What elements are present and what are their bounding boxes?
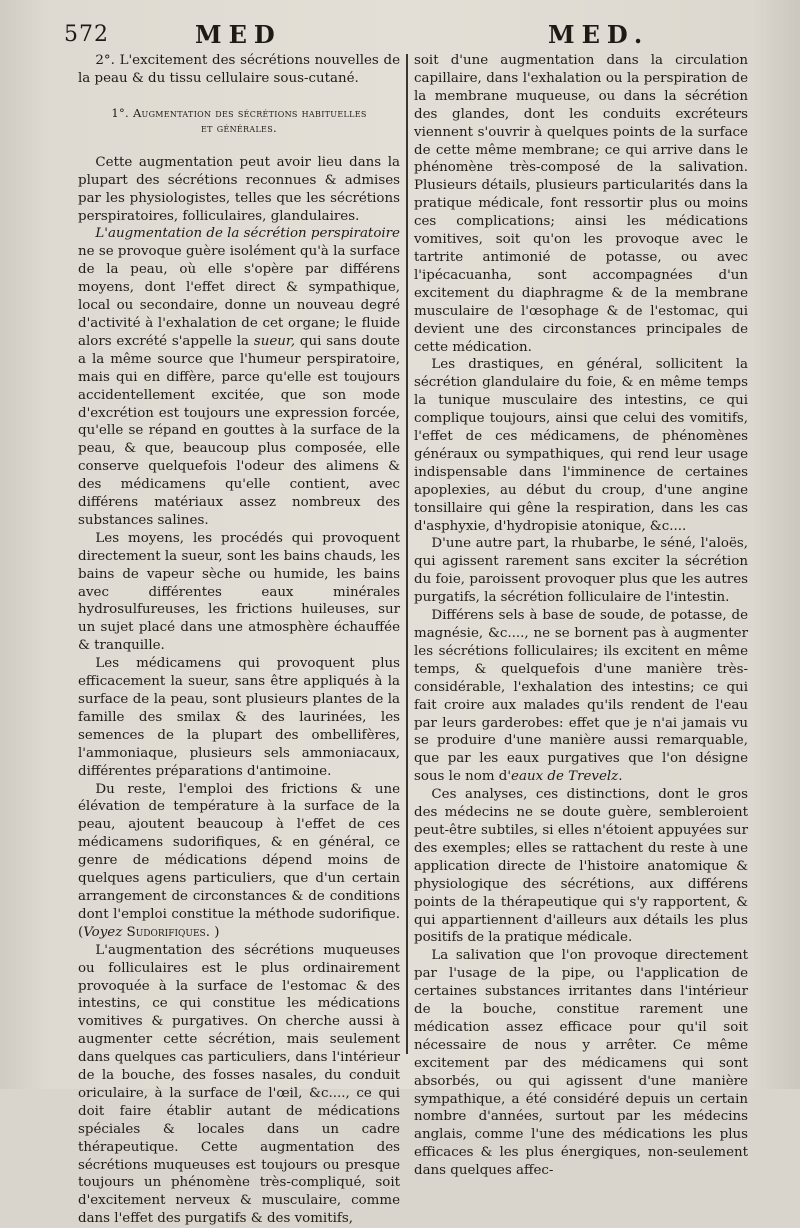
section-heading-line-1: 1°. Augmentation des sécrétions habituelles [111,105,367,120]
section-heading [78,106,400,136]
paragraph-salivation: La salivation que l'on provoque directement par l'usage de la pipe, ou l'application de certaines substances irritantes dans l'intérieur de la bouche, constitue rarement une médication assez efficace pour qu'il soit nécessaire de nous y arrêter. Ce même excitement par des médicamens qui sont absorbés, ou qui agissent d'une manière sympathique, a été considéré depuis un certain nombre d'années, surtout par les médecins anglais, comme l'une des médications les plus efficaces & les plus énergiques, non-seulement dans quelques affec- [414,948,748,1179]
text-run: . [618,769,623,785]
left-column [78,52,400,1228]
italic-eaux-de-trevelz: eaux de Trevelz [511,769,619,785]
paragraph-continuation: soit d'une augmentation dans la circulation capillaire, dans l'exhalation ou la perspiration de la membrane muqueuse, ou dans la sécrétion des glandes, dont les conduits excréteurs viennent s'ouvrir à quelques points de la surface de cette même membrane; ce qui arrive dans le phénomène très-composé de la salivation. Plusieurs détails, plusieurs particularités dans la pratique médicale, font ressortir plus ou moins ces complications; ainsi les médications vomitives, soit qu'on les provoque avec le tartrite antimonié de potasse, ou avec l'ipécacuanha, sont accompagnées d'un excitement du diaphragme & de la membrane musculaire de l'œsophage & de l'estomac, qui devient une des circonstances principales de cette médication. [414,53,748,355]
paragraph-sels [414,607,748,786]
paragraph-frictions [78,781,400,942]
paragraph-muqueuses: L'augmentation des sécrétions muqueuses ou folliculaires est le plus ordinairement provoquée à la surface de l'estomac & des intestins, ce qui constitue les médications vomitives & purgatives. On cherche aussi à augmenter cette sécrétion, mais seulement dans quelques cas particuliers, dans l'intérieur de la bouche, des fosses nasales, du conduit oriculaire, à la surface de l'œil, &c...., ce qui doit faire établir autant de médications spéciales & locales dans un cadre thérapeutique. Cette augmentation des sécrétions muqueuses est toujours ou presque toujours un phénomène très-compliqué, soit d'excitement nerveux & musculaire, comme dans l'effet des purgatifs & des vomitifs, [78,942,400,1227]
paragraph-augmentation: Cette augmentation peut avoir lieu dans la plupart des sécrétions reconnues & admises par les physiologistes, telles que les sécrétions perspiratoires, folliculaires, glandulaires. [78,154,400,224]
right-column [414,52,748,1180]
page-number: 572 [64,22,109,47]
column-divider [406,54,408,1054]
running-head-right: MED. [548,20,650,49]
paragraph-drastiques: Les drastiques, en général, sollicitent la sécrétion glandulaire du foie, & en même temps la tunique musculaire des intestins, ce qui complique toujours, ainsi que celui des vomitifs, l'effet de ces médicamens, de phénomènes généraux ou sympathiques, qui rend leur usage indispensable dans l'imminence de certaines apoplexies, au début du croup, d'une angine tonsillaire qui gêne la respiration, dans les cas d'asphyxie, d'hydropisie atonique, &c.... [414,357,748,534]
text-run: qui sans doute a la même source que l'humeur perspiratoire, mais qui en diffère, parce qu'elle est toujours accidentellement excitée, que son mode d'excrétion est toujours une expression forcée, qu'elle se répand en gouttes à la surface de la peau, & que, beaucoup plus composée, elle conserve quelquefois l'odeur des alimens & des médicamens qu'elle contient, avec différens matériaux assez nombreux des substances salines. [78,333,400,528]
paragraph-analyses: Ces analyses, ces distinctions, dont le gros des médecins ne se doute guère, sembleroient peut-être subtiles, si elles n'étoient appuyées sur des exemples; elles se rattachent du reste à une application directe de l'histoire anatomique & physiologique des sécrétions, aux différens points de la thérapeutique qui s'y rapportent, & qui appartiennent d'ailleurs aux détails les plus positifs de la pratique médicale. [414,787,748,946]
paragraph-medicamens: Les médicamens qui provoquent plus efficacement la sueur, sans être appliqués à la surface de la peau, sont plusieurs plantes de la famille des smilax & des laurinées, les semences de la plupart des ombellifères, l'ammoniaque, plusieurs sels ammoniacaux, différentes préparations d'antimoine. [78,656,400,779]
paragraph-moyens: Les moyens, les procédés qui provoquent directement la sueur, sont les bains chauds, les bains de vapeur sèche ou humide, les bains avec différentes eaux minérales hydrosulfureuses, les frictions huileuses, sur un sujet placé dans une atmosphère échauffée & tranquille. [78,530,400,654]
paragraph-rhubarbe: D'une autre part, la rhubarbe, le séné, l'aloës, qui agissent rarement sans exciter la sécrétion du foie, paroissent provoquer plus que les autres purgatifs, la sécrétion folliculaire de l'intestin. [414,536,748,606]
section-heading-line-2: et générales. [201,120,277,135]
intro-paragraph: 2°. L'excitement des sécrétions nouvelles de la peau & du tissu cellulaire sous-cutané. [78,53,400,86]
italic-term-sueur: sueur, [253,333,296,349]
italic-voyez: Voyez [83,924,123,940]
italic-lead: L'augmentation de la sécrétion perspiratoire [95,226,400,242]
text-run: ne se provoque guère isolément qu'à la surface de la peau, où elle s'opère par différens moyens, dont l'effet direct & sympathique, local ou secondaire, donne un nouveau degré d'activité à l'exhalation de cet organe; le fluide alors excrété s'appelle la [78,244,400,349]
text-run: ) [209,924,220,940]
text-run: Du reste, l'emploi des frictions & une élévation de température à la surface de la peau, ajoutent beaucoup à l'effet de ces médicamens sudorifiques, & en général, ce genre de médications dépend moins de quelques agens particuliers, que d'un certain arrangement de circonstances & de conditions dont l'emploi constitue la méthode sudorifique. ( [78,781,400,940]
paragraph-perspiratoire [78,225,400,529]
cross-reference: Sudorifiques. [122,924,210,940]
running-head-left: MED [195,20,282,49]
text-run: Différens sels à base de soude, de potasse, de magnésie, &c...., ne se bornent pas à augmenter les sécrétions folliculaires; ils excitent en même temps, & quelquefois d'une manière très-considérable, l'exhalation des intestins; ce qui fait croire aux malades qu'ils rendent de l'eau par leurs garderobes: effet que je n'ai jamais vu se produire d'une manière aussi remarquable, que par les eaux purgatives que l'on désigne sous le nom d' [414,608,748,785]
